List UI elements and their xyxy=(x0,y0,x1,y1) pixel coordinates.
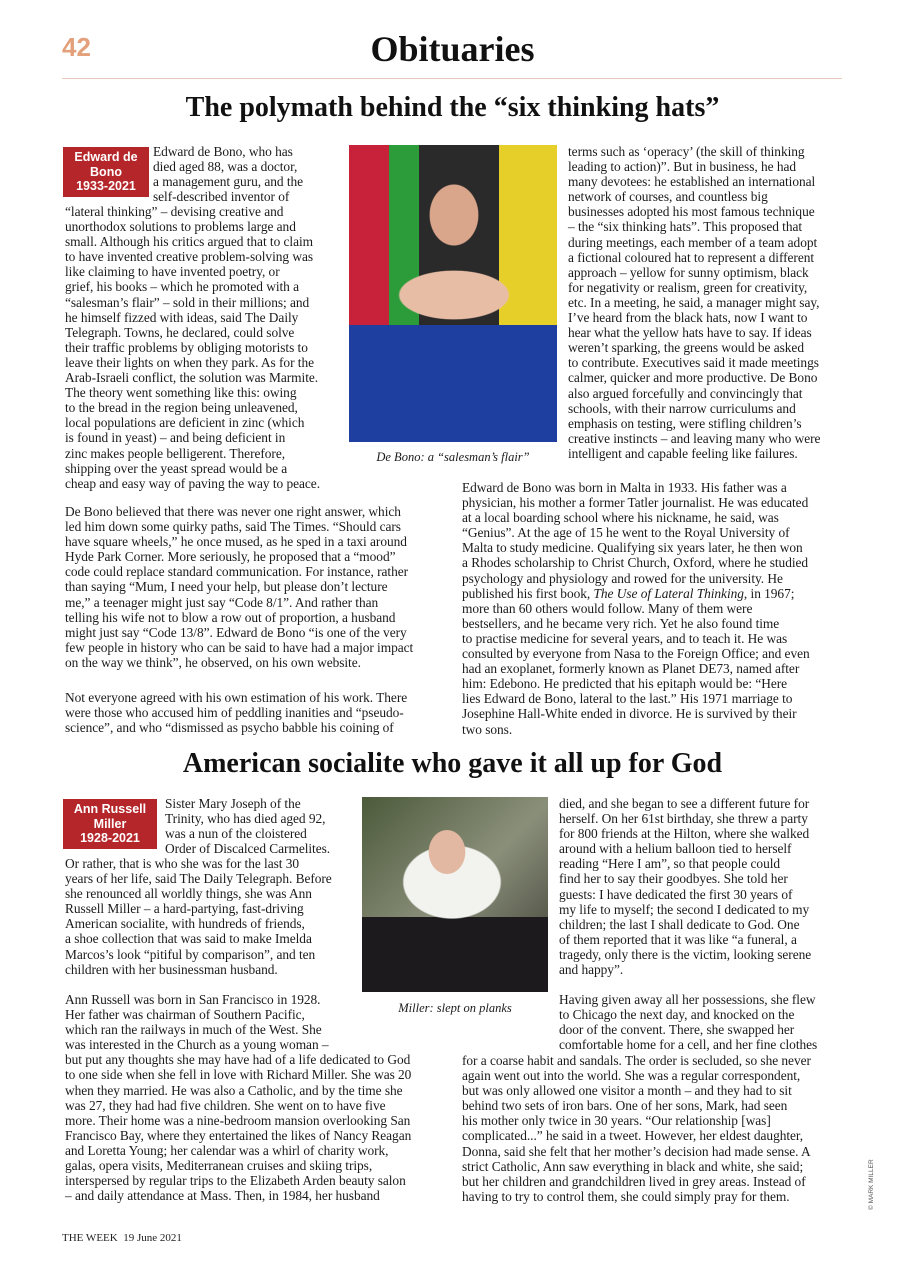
article2-name-badge: Ann Russell Miller 1928-2021 xyxy=(63,799,157,849)
malta-text-before: Edward de Bono was born in Malta in 1933. His father was a physician, his mother a former Tatler journalist. He was educated at a local boarding school where his nickname, he said, was “Genius”. At the age of 15 he went to the Royal University of Malta to study medicine. Qualifying six years later, he then won a Rhodes scholarship to Christ Church, Oxford, where he studied psychology and physiology and rowed for the university. He published his first book, xyxy=(462,480,809,601)
article1-name-badge: Edward de Bono 1933-2021 xyxy=(63,147,149,197)
miller-photo xyxy=(362,797,548,992)
photo-credit: © MARK MILLER xyxy=(868,1159,875,1210)
header-divider xyxy=(62,78,842,79)
article1-right-column: terms such as ‘operacy’ (the skill of thinking leading to action)”. But in business, he had many devotees: he established an international network of courses, and countless big businesses adopted his most famous technique – the “six thinking hats”. This proposed that during meetings, each member of a team adopt a fictional coloured hat to represent a different approach – yellow for sunny optimism, black for negativity or realism, green for creativity, etc. In a meeting, he said, a manager might say, I’ve heard from the black hats, now I want to hear what the yellow hats have to say. If ideas weren’t sparking, the greens would be asked to contribute. Executives said it made meetings calmer, quicker and more productive. De Bono also argued forcefully and convincingly that schools, with their narrow curriculums and emphasis on testing, were stifling children’s creative instincts – and leaving many who were intelligent and capable feeling like failures. xyxy=(568,144,821,461)
article1-photo-caption: De Bono: a “salesman’s flair” xyxy=(376,450,530,464)
malta-text-after: , in 1967; more than 60 others would follow. Many of them were bestsellers, and he became very rich. Yet he also found time to practise medicine for several years, and to teach it. He was consulted by everyone from Nasa to the Foreign Office; and even had an exoplanet, formerly known as Planet DE73, named after him: Edebono. He predicted that his epitaph would be: “Here lies Edward de Bono, lateral to the last.” His 1971 marriage to Josephine Hall-White ended in divorce. He is survived by their two sons. xyxy=(462,585,810,737)
article2-paragraph-4: for a coarse habit and sandals. The order is secluded, so she never again went out into the world. She was a regular correspondent, but was only allowed one visitor a month – and they had to sit behind two sets of iron bars. One of her sons, Mark, had seen his mother only twice in 30 years. “Our relationship [was] complicated...” he said in a tweet. However, her eldest daughter, Donna, said she felt that her mother’s decision had made sense. A strict Catholic, Ann saw everything in black and white, she said; but her children and grandchildren lived in grey areas. Instead of having to try to control them, she could simply pray for them. xyxy=(462,1053,811,1204)
article1-paragraph-3: Not everyone agreed with his own estimation of his work. There were those who accused him of peddling inanities and “pseudo- science”, and who “dismissed as psycho babble his coining of xyxy=(65,690,408,736)
article2-paragraph-4-top: Having given away all her possessions, she flew to Chicago the next day, and knocked on the door of the convent. There, she swapped her comfortable home for a cell, and her fine clothes xyxy=(559,992,818,1053)
article2-intro-top: Sister Mary Joseph of the Trinity, who has died aged 92, was a nun of the cloistered Order of Discalced Carmelites. xyxy=(165,796,331,857)
book-title: The Use of Lateral Thinking xyxy=(593,585,744,601)
article1-intro: “lateral thinking” – devising creative and unorthodox solutions to problems large and small. Although his critics argued that to claim to have invented creative problem-solving was like claiming to have invented poetry, or grief, his books – which he promoted with a “salesman’s flair” – sold in their millions; and he himself fizzed with ideas, said The Daily Telegraph. Towns, he declared, could solve their traffic problems by obliging motorists to leave their lights on when they park. As for the Arab-Israeli conflict, the solution was Marmite. The theory went something like this: owing to the bread in the region being unleavened, local populations are deficient in zinc (which is found in yeast) – and being deficient in zinc makes people belligerent. Therefore, shipping over the yeast spread would be a cheap and easy way of paving the way to peace. xyxy=(65,204,320,491)
section-title: Obituaries xyxy=(370,29,535,69)
article1-paragraph-2: De Bono believed that there was never one right answer, which led him down some quirky paths, said The Times. “Should cars have square wheels,” he once mused, as he sped in a taxi around Hyde Park Corner. More seriously, he proposed that a “mood” code could replace standard communication. For instance, rather than saying “Mum, I need your help, but please don’t lecture me,” a teenager might just say “Code 8/1”. And rather than telling his wife not to blow a row out of proportion, a husband might just say “Code 13/8”. Edward de Bono “is one of the very few people in history who can be said to have had a major impact on the way we think”, he observed, on his own website. xyxy=(65,504,414,670)
article1-malta-paragraph xyxy=(462,480,810,737)
page-number: 42 xyxy=(62,32,91,62)
footer: THE WEEK 19 June 2021 xyxy=(62,1232,182,1244)
article2-headline: American socialite who gave it all up for God xyxy=(182,748,723,779)
article1-headline: The polymath behind the “six thinking hats” xyxy=(185,92,720,123)
de-bono-photo xyxy=(349,145,557,442)
article2-intro: Or rather, that is who she was for the last 30 years of her life, said The Daily Telegraph. Before she renounced all worldly things, she was Ann Russell Miller – a hard-partying, fast-driving American socialite, with hundreds of friends, a shoe collection that was said to make Imelda Marcos’s look “pitiful by comparison”, and ten children with her businessman husband. xyxy=(65,856,332,977)
article2-paragraph-2: Ann Russell was born in San Francisco in 1928. Her father was chairman of Southern Pacific, which ran the railways in much of the West. She was interested in the Church as a young woman – but put any thoughts she may have had of a life dedicated to God to one side when she fell in love with Richard Miller. She was 20 when they married. He was also a Catholic, and by the time she was 27, they had had five children. She went on to have five more. Their home was a nine-bedroom mansion overlooking San Francisco Bay, where they entertained the likes of Nancy Reagan and Loretta Young; her calendar was a whirl of charity work, galas, opera visits, Mediterranean cruises and skiing trips, interspersed by regular trips to the Elizabeth Arden beauty salon – and daily attendance at Mass. Then, in 1984, her husband xyxy=(65,992,412,1204)
article1-intro-top: Edward de Bono, who has died aged 88, was a doctor, a management guru, and the self-described inventor of xyxy=(153,144,304,205)
article2-right-column: died, and she began to see a different future for herself. On her 61st birthday, she threw a party for 800 friends at the Hilton, where she walked around with a helium balloon tied to herself reading “Here I am”, so that people could find her to say their goodbyes. She told her guests: I have dedicated the first 30 years of my life to myself; the second I dedicated to my children; the last I shall dedicate to God. One of them reported that it was like “a funeral, a tragedy, only there is the victim, looking serene and happy”. xyxy=(559,796,812,978)
article2-photo-caption: Miller: slept on planks xyxy=(398,1001,512,1015)
